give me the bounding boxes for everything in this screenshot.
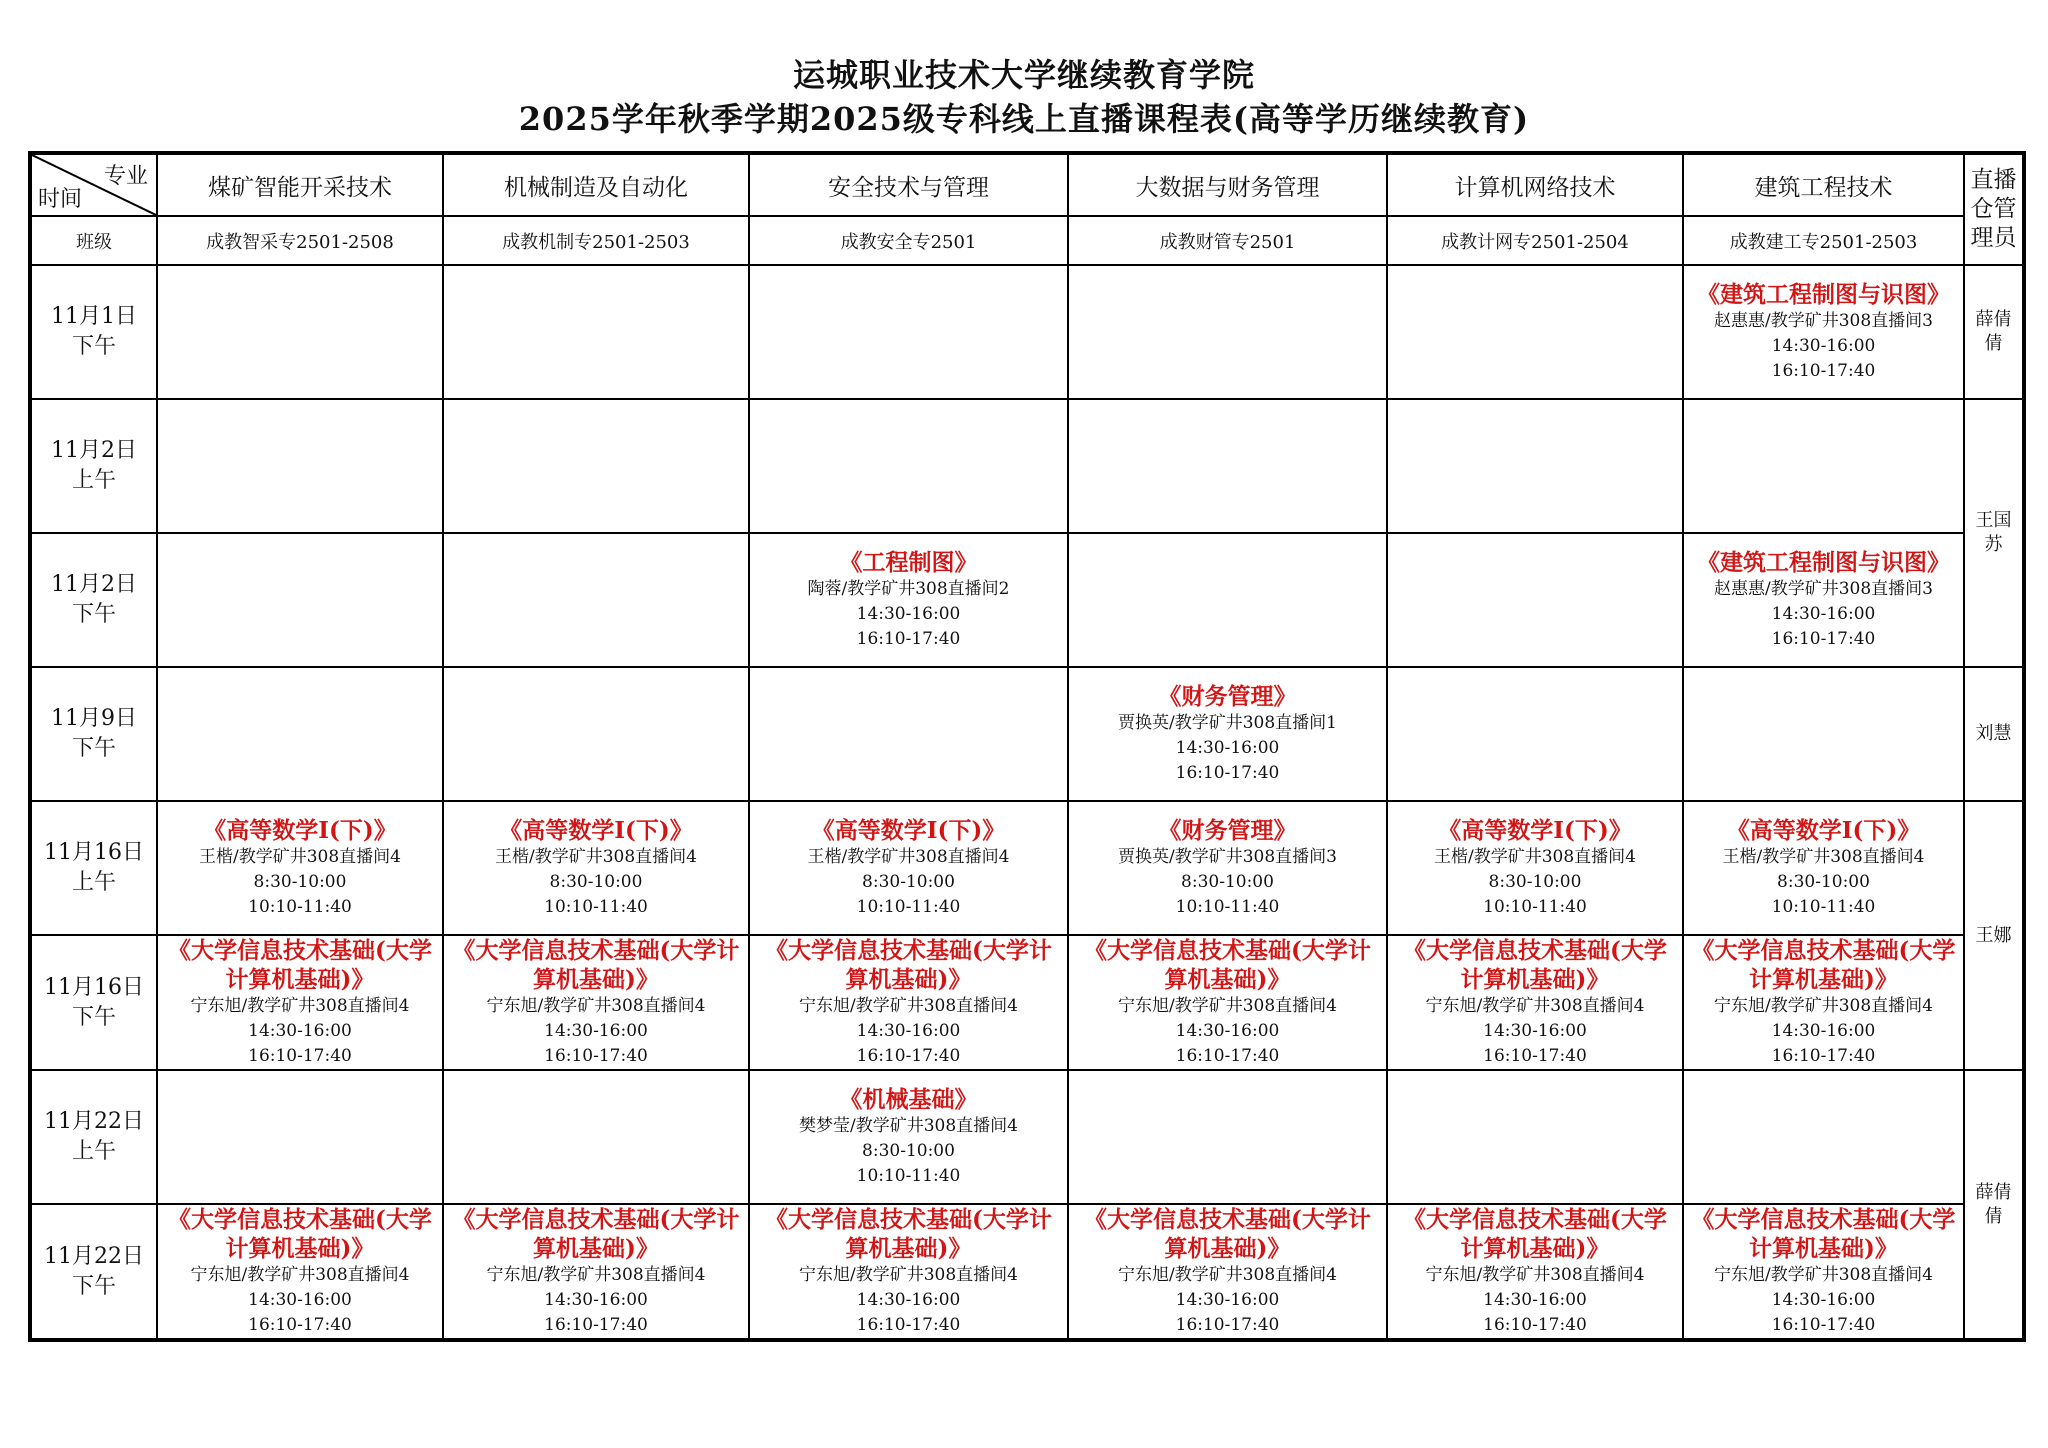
teacher-room: 宁东旭/教学矿井308直播间4 <box>1118 1265 1337 1285</box>
teacher-room: 宁东旭/教学矿井308直播间4 <box>190 996 410 1016</box>
session-time: 16:10-17:40 <box>1771 1315 1876 1335</box>
session-time: 10:10-11:40 <box>1483 897 1587 917</box>
session-time: 16:10-17:40 <box>1175 1046 1280 1066</box>
schedule-cell <box>443 265 749 399</box>
time-slot-label <box>30 1204 157 1340</box>
course-name: 《工程制图》 <box>839 549 978 576</box>
page-subtitle: 2025学年秋季学期2025级专科线上直播课程表(高等学历继续教育) <box>518 100 1530 138</box>
course-name: 《大学信息技术基础(大学计算机基础)》 <box>452 1206 740 1262</box>
schedule-cell <box>1387 801 1683 935</box>
schedule-cell <box>1683 265 1964 399</box>
session-time: 16:10-17:40 <box>1483 1315 1587 1335</box>
admin-header-label: 直播仓管理员 <box>1970 167 2017 251</box>
course-name: 《大学信息技术基础(大学计算机基础)》 <box>452 937 740 993</box>
course-name: 《大学信息技术基础(大学计算机基础)》 <box>168 937 432 993</box>
teacher-room: 王楷/教学矿井308直播间4 <box>807 847 1010 867</box>
course-entry <box>750 1205 1067 1338</box>
teacher-room: 宁东旭/教学矿井308直播间4 <box>1714 1265 1933 1285</box>
session-time: 14:30-16:00 <box>1483 1021 1587 1041</box>
teacher-room: 宁东旭/教学矿井308直播间4 <box>190 1265 410 1285</box>
course-entry <box>1388 936 1682 1069</box>
session-time: 16:10-17:40 <box>1771 1046 1876 1066</box>
schedule-row <box>30 1070 2024 1204</box>
class-header: 成教计网专2501-2504 <box>1387 216 1683 265</box>
schedule-cell <box>1068 667 1387 801</box>
course-entry <box>1069 816 1386 920</box>
period-label: 上午 <box>71 870 116 895</box>
period-label: 下午 <box>71 602 116 627</box>
schedule-cell <box>1068 265 1387 399</box>
course-name: 《大学信息技术基础(大学计算机基础)》 <box>1691 1206 1956 1262</box>
admin-name: 薛倩倩 <box>1975 1181 2012 1227</box>
schedule-cell <box>157 265 443 399</box>
session-time: 14:30-16:00 <box>1771 604 1876 624</box>
course-entry <box>1069 936 1386 1069</box>
class-header: 成教机制专2501-2503 <box>443 216 749 265</box>
schedule-row <box>30 935 2024 1070</box>
course-entry <box>750 936 1067 1069</box>
session-time: 10:10-11:40 <box>1771 897 1876 917</box>
schedule-table <box>28 151 2026 1342</box>
teacher-room: 赵惠惠/教学矿井308直播间3 <box>1714 579 1933 599</box>
class-header: 成教安全专2501 <box>749 216 1068 265</box>
schedule-cell <box>1683 1204 1964 1340</box>
session-time: 14:30-16:00 <box>856 1290 961 1310</box>
course-name: 《财务管理》 <box>1158 817 1297 844</box>
course-entry <box>1684 936 1963 1069</box>
session-time: 16:10-17:40 <box>1771 361 1876 381</box>
schedule-cell <box>157 1070 443 1204</box>
time-slot-label <box>30 1070 157 1204</box>
teacher-room: 宁东旭/教学矿井308直播间4 <box>1714 996 1933 1016</box>
schedule-row <box>30 265 2024 399</box>
session-time: 14:30-16:00 <box>856 1021 961 1041</box>
session-time: 8:30-10:00 <box>1777 872 1870 892</box>
date-label: 11月16日 <box>44 974 144 1000</box>
schedule-cell <box>749 1204 1068 1340</box>
schedule-cell <box>749 801 1068 935</box>
session-time: 8:30-10:00 <box>1181 872 1274 892</box>
major-header: 煤矿智能开采技术 <box>157 153 443 216</box>
date-label: 11月16日 <box>44 840 144 865</box>
course-name: 《大学信息技术基础(大学计算机基础)》 <box>1403 1206 1667 1262</box>
schedule-cell <box>749 935 1068 1070</box>
session-time: 16:10-17:40 <box>856 1046 961 1066</box>
schedule-cell <box>443 935 749 1070</box>
admin-cell <box>1964 399 2024 667</box>
session-time: 14:30-16:00 <box>1175 1021 1280 1041</box>
session-time: 8:30-10:00 <box>253 872 347 892</box>
session-time: 8:30-10:00 <box>862 1141 955 1161</box>
class-header: 成教智采专2501-2508 <box>157 216 443 265</box>
session-time: 14:30-16:00 <box>1175 1290 1280 1310</box>
teacher-room: 宁东旭/教学矿井308直播间4 <box>486 996 706 1016</box>
major-header: 计算机网络技术 <box>1387 153 1683 216</box>
schedule-cell <box>443 801 749 935</box>
session-time: 16:10-17:40 <box>1771 629 1876 649</box>
session-time: 8:30-10:00 <box>1488 872 1582 892</box>
course-entry <box>1684 816 1963 920</box>
teacher-room: 王楷/教学矿井308直播间4 <box>199 847 401 867</box>
session-time: 10:10-11:40 <box>856 1166 961 1186</box>
schedule-cell <box>443 533 749 667</box>
schedule-cell <box>443 667 749 801</box>
schedule-cell <box>1387 1204 1683 1340</box>
period-label: 下午 <box>71 736 116 761</box>
page-title: 运城职业技术大学继续教育学院 <box>792 56 1255 94</box>
teacher-room: 王楷/教学矿井308直播间4 <box>1434 847 1636 867</box>
session-time: 16:10-17:40 <box>544 1046 648 1066</box>
course-entry <box>158 1205 442 1338</box>
session-time: 14:30-16:00 <box>1771 1021 1876 1041</box>
schedule-cell <box>1068 533 1387 667</box>
course-name: 《大学信息技术基础(大学计算机基础)》 <box>168 1206 432 1262</box>
period-label: 上午 <box>71 1139 116 1164</box>
session-time: 16:10-17:40 <box>544 1315 648 1335</box>
admin-name: 王娜 <box>1975 924 2012 946</box>
teacher-room: 宁东旭/教学矿井308直播间4 <box>486 1265 706 1285</box>
session-time: 14:30-16:00 <box>1483 1290 1587 1310</box>
session-time: 14:30-16:00 <box>1771 1290 1876 1310</box>
admin-cell <box>1964 667 2024 801</box>
admin-cell <box>1964 265 2024 399</box>
course-entry <box>444 1205 748 1338</box>
schedule-cell <box>749 533 1068 667</box>
session-time: 10:10-11:40 <box>544 897 648 917</box>
schedule-cell <box>157 935 443 1070</box>
schedule-cell <box>749 1070 1068 1204</box>
date-label: 11月9日 <box>51 706 137 731</box>
schedule-cell <box>443 1204 749 1340</box>
time-slot-label <box>30 533 157 667</box>
course-entry <box>1684 548 1963 652</box>
schedule-cell <box>157 399 443 533</box>
header-row-classes <box>30 216 2024 265</box>
teacher-room: 宁东旭/教学矿井308直播间4 <box>799 1265 1018 1285</box>
major-header: 建筑工程技术 <box>1683 153 1964 216</box>
date-label: 11月2日 <box>51 438 137 463</box>
course-entry <box>444 936 748 1069</box>
course-entry <box>158 936 442 1069</box>
course-name: 《大学信息技术基础(大学计算机基础)》 <box>1403 937 1667 993</box>
schedule-cell <box>1683 801 1964 935</box>
session-time: 14:30-16:00 <box>544 1021 648 1041</box>
schedule-row <box>30 801 2024 935</box>
course-entry <box>1684 280 1963 384</box>
course-name: 《大学信息技术基础(大学计算机基础)》 <box>765 937 1052 993</box>
schedule-cell <box>1068 801 1387 935</box>
major-header: 机械制造及自动化 <box>443 153 749 216</box>
time-slot-label <box>30 935 157 1070</box>
session-time: 8:30-10:00 <box>862 872 955 892</box>
schedule-cell <box>443 1070 749 1204</box>
course-name: 《大学信息技术基础(大学计算机基础)》 <box>1691 937 1956 993</box>
class-label: 班级 <box>30 216 157 265</box>
session-time: 16:10-17:40 <box>248 1315 352 1335</box>
course-name: 《高等数学Ⅰ(下)》 <box>499 817 693 844</box>
teacher-room: 宁东旭/教学矿井308直播间4 <box>799 996 1018 1016</box>
schedule-cell <box>1387 399 1683 533</box>
date-label: 11月1日 <box>51 304 137 329</box>
schedule-cell <box>1068 1070 1387 1204</box>
schedule-cell <box>1387 667 1683 801</box>
course-name: 《大学信息技术基础(大学计算机基础)》 <box>1084 1206 1371 1262</box>
teacher-room: 王楷/教学矿井308直播间4 <box>495 847 697 867</box>
period-label: 上午 <box>71 468 116 493</box>
admin-name: 刘慧 <box>1975 723 2012 744</box>
session-time: 16:10-17:40 <box>1483 1046 1587 1066</box>
schedule-cell <box>1683 667 1964 801</box>
schedule-row <box>30 667 2024 801</box>
major-header: 大数据与财务管理 <box>1068 153 1387 216</box>
session-time: 14:30-16:00 <box>1771 336 1876 356</box>
session-time: 16:10-17:40 <box>1175 763 1280 783</box>
major-header: 安全技术与管理 <box>749 153 1068 216</box>
course-entry <box>750 1085 1067 1189</box>
schedule-cell <box>1068 399 1387 533</box>
period-label: 下午 <box>71 1273 116 1299</box>
corner-header <box>30 153 157 216</box>
schedule-cell <box>1683 533 1964 667</box>
admin-name: 薛倩倩 <box>1975 309 2012 354</box>
time-slot-label <box>30 667 157 801</box>
teacher-room: 贾换英/教学矿井308直播间3 <box>1118 847 1337 867</box>
date-label: 11月22日 <box>44 1109 144 1134</box>
time-slot-label <box>30 265 157 399</box>
schedule-cell <box>749 265 1068 399</box>
course-entry <box>750 816 1067 920</box>
course-name: 《建筑工程制图与识图》 <box>1697 549 1950 576</box>
course-name: 《机械基础》 <box>839 1086 978 1113</box>
schedule-cell <box>443 399 749 533</box>
course-entry <box>158 816 442 920</box>
schedule-cell <box>1387 265 1683 399</box>
course-entry <box>1388 1205 1682 1338</box>
teacher-room: 樊梦莹/教学矿井308直播间4 <box>799 1116 1018 1136</box>
period-label: 下午 <box>71 334 116 359</box>
session-time: 14:30-16:00 <box>248 1021 352 1041</box>
date-label: 11月2日 <box>51 572 137 597</box>
session-time: 14:30-16:00 <box>248 1290 352 1310</box>
teacher-room: 赵惠惠/教学矿井308直播间3 <box>1714 311 1933 331</box>
course-name: 《高等数学Ⅰ(下)》 <box>811 817 1006 844</box>
schedule-row <box>30 1204 2024 1340</box>
admin-header <box>1964 153 2024 265</box>
date-label: 11月22日 <box>44 1243 144 1269</box>
schedule-cell <box>1387 1070 1683 1204</box>
schedule-cell <box>157 1204 443 1340</box>
session-time: 16:10-17:40 <box>856 1315 961 1335</box>
session-time: 16:10-17:40 <box>1175 1315 1280 1335</box>
schedule-cell <box>749 399 1068 533</box>
course-name: 《高等数学Ⅰ(下)》 <box>203 817 397 844</box>
teacher-room: 宁东旭/教学矿井308直播间4 <box>1425 1265 1645 1285</box>
schedule-cell <box>1068 1204 1387 1340</box>
admin-cell <box>1964 801 2024 1070</box>
teacher-room: 宁东旭/教学矿井308直播间4 <box>1118 996 1337 1016</box>
time-slot-label <box>30 399 157 533</box>
course-name: 《建筑工程制图与识图》 <box>1697 281 1950 308</box>
class-header: 成教财管专2501 <box>1068 216 1387 265</box>
admin-name: 王国苏 <box>1975 510 2012 555</box>
course-name: 《高等数学Ⅰ(下)》 <box>1438 817 1632 844</box>
course-name: 《财务管理》 <box>1158 683 1297 710</box>
admin-cell <box>1964 1070 2024 1340</box>
course-name: 《大学信息技术基础(大学计算机基础)》 <box>765 1206 1052 1262</box>
session-time: 14:30-16:00 <box>856 604 961 624</box>
header-row-majors <box>30 153 2024 216</box>
course-entry <box>750 548 1067 652</box>
period-label: 下午 <box>71 1004 116 1030</box>
course-entry <box>1684 1205 1963 1338</box>
course-entry <box>1388 816 1682 920</box>
session-time: 10:10-11:40 <box>1175 897 1280 917</box>
teacher-room: 宁东旭/教学矿井308直播间4 <box>1425 996 1645 1016</box>
teacher-room: 贾换英/教学矿井308直播间1 <box>1118 713 1337 733</box>
schedule-cell <box>1683 1070 1964 1204</box>
schedule-row <box>30 399 2024 533</box>
schedule-cell <box>1683 399 1964 533</box>
schedule-cell <box>157 801 443 935</box>
session-time: 8:30-10:00 <box>549 872 643 892</box>
schedule-cell <box>1068 935 1387 1070</box>
course-entry <box>1069 682 1386 786</box>
session-time: 14:30-16:00 <box>544 1290 648 1310</box>
schedule-cell <box>1683 935 1964 1070</box>
schedule-cell <box>1387 935 1683 1070</box>
teacher-room: 王楷/教学矿井308直播间4 <box>1722 847 1925 867</box>
time-slot-label <box>30 801 157 935</box>
session-time: 14:30-16:00 <box>1175 738 1280 758</box>
session-time: 10:10-11:40 <box>248 897 352 917</box>
corner-time-label: 时间 <box>38 187 83 212</box>
schedule-row <box>30 533 2024 667</box>
session-time: 16:10-17:40 <box>248 1046 352 1066</box>
course-entry <box>1069 1205 1386 1338</box>
course-entry <box>444 816 748 920</box>
schedule-cell <box>1387 533 1683 667</box>
session-time: 10:10-11:40 <box>856 897 961 917</box>
course-name: 《高等数学Ⅰ(下)》 <box>1726 817 1921 844</box>
class-header: 成教建工专2501-2503 <box>1683 216 1964 265</box>
corner-major-label: 专业 <box>103 164 148 189</box>
session-time: 16:10-17:40 <box>856 629 961 649</box>
schedule-cell <box>157 533 443 667</box>
schedule-cell <box>749 667 1068 801</box>
course-name: 《大学信息技术基础(大学计算机基础)》 <box>1084 937 1371 993</box>
schedule-cell <box>157 667 443 801</box>
teacher-room: 陶蓉/教学矿井308直播间2 <box>807 579 1010 599</box>
